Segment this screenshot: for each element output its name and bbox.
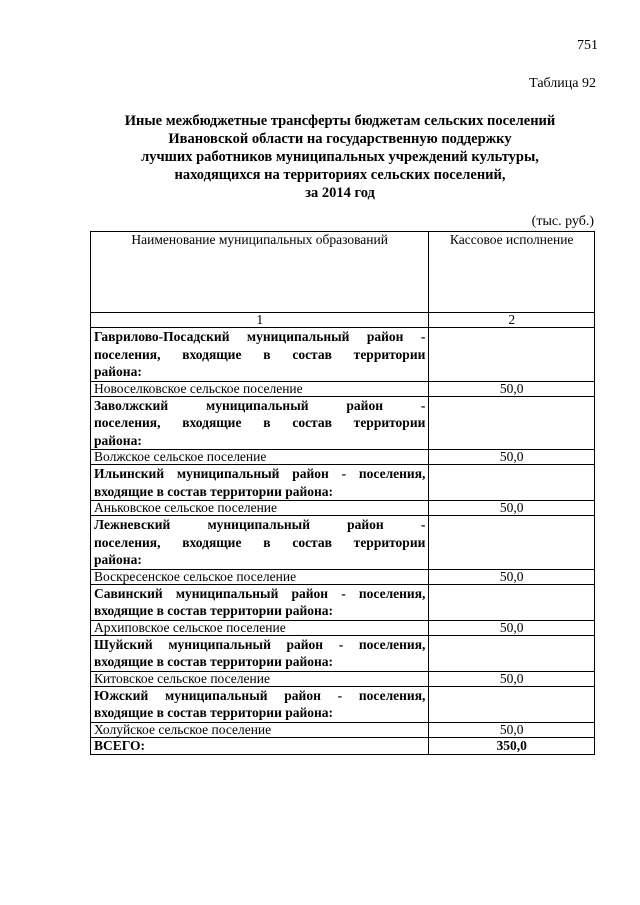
district-name-line: Гаврилово-Посадский муниципальный район - (94, 329, 426, 344)
district-name-line: поселения, входящие в состав территории (94, 346, 426, 362)
district-value-empty (429, 465, 595, 501)
title-line: находящихся на территориях сельских поселений, (174, 167, 506, 183)
units-label: (тыс. руб.) (531, 214, 594, 229)
district-name-line: Заволжский муниципальный район - (94, 397, 426, 413)
settlement-value: 50,0 (429, 620, 595, 635)
column-number-row (91, 313, 595, 328)
district-name-line: Лежневский муниципальный район - (94, 517, 426, 532)
table-body (91, 328, 595, 738)
settlement-row (91, 381, 595, 396)
district-name-line: района: (94, 432, 142, 448)
transfers-table (90, 231, 595, 755)
settlement-value: 50,0 (429, 671, 595, 686)
title-line: за 2014 год (305, 185, 375, 201)
settlement-row (91, 569, 595, 584)
settlement-value: 50,0 (429, 569, 595, 584)
district-name (91, 465, 429, 501)
district-name-line: Ильинский муниципальный район - поселения, (94, 466, 426, 481)
settlement-name: Воскресенское сельское поселение (91, 569, 429, 584)
district-name (91, 584, 429, 620)
district-name (91, 328, 429, 382)
district-row (91, 328, 595, 382)
district-name-line: района: (94, 364, 142, 379)
page-number: 751 (577, 38, 598, 53)
settlement-name: Холуйское сельское поселение (91, 722, 429, 737)
district-name-line: входящие в состав территории района: (94, 483, 334, 499)
district-name-line: Шуйский муниципальный район - поселения, (94, 636, 426, 652)
settlement-row (91, 671, 595, 686)
title-line: Иные межбюджетные трансферты бюджетам сельских поселений (124, 113, 556, 129)
settlement-name: Новоселковское сельское поселение (91, 381, 429, 396)
total-label: ВСЕГО: (91, 737, 429, 754)
settlement-value: 50,0 (429, 722, 595, 737)
district-row (91, 584, 595, 620)
settlement-name: Волжское сельское поселение (91, 450, 429, 465)
settlement-name: Китовское сельское поселение (91, 671, 429, 686)
total-row (91, 737, 595, 754)
district-row (91, 635, 595, 671)
district-value-empty (429, 686, 595, 722)
column-number: 1 (91, 313, 429, 328)
district-row (91, 465, 595, 501)
column-number: 2 (429, 313, 595, 328)
settlement-row (91, 620, 595, 635)
title-line: Ивановской области на государственную поддержку (168, 131, 512, 147)
total-value: 350,0 (429, 737, 595, 754)
district-name-line: района: (94, 552, 142, 567)
district-name-line: входящие в состав территории района: (94, 654, 334, 669)
district-value-empty (429, 584, 595, 620)
document-title (60, 112, 620, 202)
title-line: лучших работников муниципальных учреждений культуры, (141, 149, 539, 165)
settlement-name: Архиповское сельское поселение (91, 620, 429, 635)
table-header-row (91, 232, 595, 313)
district-name-line: Савинский муниципальный район - поселения, (94, 585, 426, 601)
header-municipality: Наименование муниципальных образований (91, 232, 429, 313)
settlement-value: 50,0 (429, 501, 595, 516)
district-row (91, 516, 595, 570)
settlement-row (91, 501, 595, 516)
district-row (91, 396, 595, 450)
district-name-line: поселения, входящие в состав территории (94, 415, 426, 430)
settlement-row (91, 450, 595, 465)
district-value-empty (429, 328, 595, 382)
district-name (91, 635, 429, 671)
district-name (91, 396, 429, 450)
district-value-empty (429, 516, 595, 570)
settlement-name: Аньковское сельское поселение (91, 501, 429, 516)
district-name-line: Южский муниципальный район - поселения, (94, 687, 426, 703)
settlement-value: 50,0 (429, 450, 595, 465)
settlement-value: 50,0 (429, 381, 595, 396)
district-name-line: входящие в состав территории района: (94, 705, 334, 720)
district-row (91, 686, 595, 722)
district-name-line: входящие в состав территории района: (94, 603, 334, 618)
district-value-empty (429, 635, 595, 671)
header-execution: Кассовое исполнение (429, 232, 595, 313)
district-name (91, 516, 429, 570)
district-name (91, 686, 429, 722)
district-value-empty (429, 396, 595, 450)
table-label: Таблица 92 (529, 76, 596, 91)
settlement-row (91, 722, 595, 737)
district-name-line: поселения, входящие в состав территории (94, 534, 426, 550)
